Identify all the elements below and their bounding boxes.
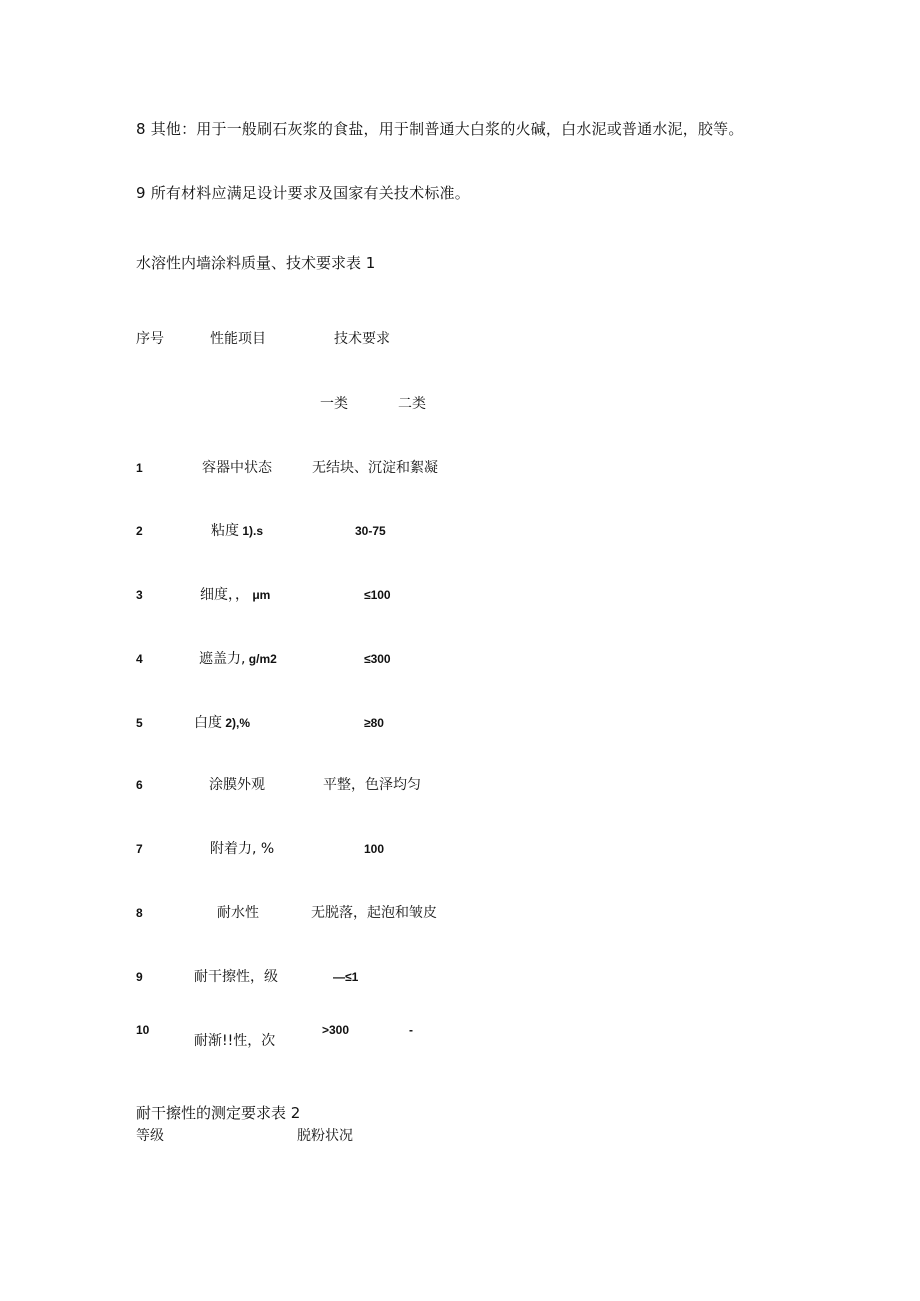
table1-row-value: 30-75 xyxy=(355,524,386,538)
table1-row-value: ≤100 xyxy=(364,588,391,602)
table1-row-item xyxy=(194,1034,275,1048)
table1-row-seq: 8 xyxy=(136,906,143,920)
table1-row-item-label: 耐水性 xyxy=(217,905,259,921)
table1-row-seq: 6 xyxy=(136,778,143,792)
table1-row-item-label: 细度，， xyxy=(200,587,249,603)
table1-row-item-label: 容器中状态 xyxy=(202,460,272,476)
table1-header-item: 性能项目 xyxy=(210,331,266,347)
paragraph-9: 9 所有材料应满足设计要求及国家有关技术标准。 xyxy=(136,184,470,202)
table1-row-item xyxy=(209,778,265,792)
table1-row-seq: 3 xyxy=(136,588,143,602)
table1-row-item xyxy=(194,970,278,984)
table1-row-item-unit: g/m2 xyxy=(245,652,277,666)
table1-row-seq: 7 xyxy=(136,842,143,856)
table1-row-item-label: 附着力, % xyxy=(210,841,275,857)
paragraph-8: 8 其他：用于一般刷石灰浆的食盐，用于制普通大白浆的火碱，白水泥或普通水泥，胶等。 xyxy=(136,120,744,138)
table1-row-item xyxy=(211,524,263,538)
table1-row-item-label: 白度 xyxy=(194,715,222,731)
table2-header-status: 脱粉状况 xyxy=(297,1128,353,1144)
table2-title: 耐干擦性的测定要求表 2 xyxy=(136,1104,301,1122)
table1-row-item-unit: μm xyxy=(249,588,271,602)
table1-header-requirement: 技术要求 xyxy=(334,331,390,347)
table1-row-value: ≥80 xyxy=(364,716,384,730)
table1-row-seq: 4 xyxy=(136,652,143,666)
table1-row-item xyxy=(210,842,274,856)
table1-row-item-unit: 1).s xyxy=(239,524,264,538)
table1-header-class2: 二类 xyxy=(398,396,426,412)
table1-row-item xyxy=(199,652,277,666)
table1-row-item-unit: 2),% xyxy=(222,716,251,730)
table1-row-value: 100 xyxy=(364,842,385,856)
table1-row-value: ≤300 xyxy=(364,652,391,666)
table1-row-value-class2: - xyxy=(409,1023,413,1037)
table1-row-seq: 2 xyxy=(136,524,143,538)
table1-row-item-label: 遮盖力, xyxy=(199,651,246,667)
table1-title: 水溶性内墙涂料质量、技术要求表 1 xyxy=(136,254,376,272)
table1-row-item-label: 粘度 xyxy=(211,523,239,539)
table1-row-item-label: 耐渐!!性，次 xyxy=(194,1033,276,1049)
table1-row-seq: 10 xyxy=(136,1023,150,1037)
table1-row-value: >300 xyxy=(322,1023,350,1037)
table1-row-value: —≤1 xyxy=(333,970,359,984)
table1-row-item-label: 涂膜外观 xyxy=(209,777,265,793)
table1-row-item xyxy=(194,716,250,730)
table1-row-value: 平整，色泽均匀 xyxy=(323,777,421,793)
table1-header-class1: 一类 xyxy=(320,396,348,412)
table1-row-item xyxy=(202,461,272,475)
table1-row-item xyxy=(200,588,270,602)
table1-row-item-label: 耐干擦性，级 xyxy=(194,969,278,985)
table1-row-value: 无结块、沉淀和絮凝 xyxy=(312,460,438,476)
table1-row-seq: 1 xyxy=(136,461,143,475)
table1-row-value: 无脱落，起泡和皱皮 xyxy=(311,905,437,921)
table1-row-seq: 9 xyxy=(136,970,143,984)
table1-header-seq: 序号 xyxy=(136,331,164,347)
table1-row-seq: 5 xyxy=(136,716,143,730)
table2-header-grade: 等级 xyxy=(136,1128,164,1144)
table1-row-item xyxy=(217,906,259,920)
